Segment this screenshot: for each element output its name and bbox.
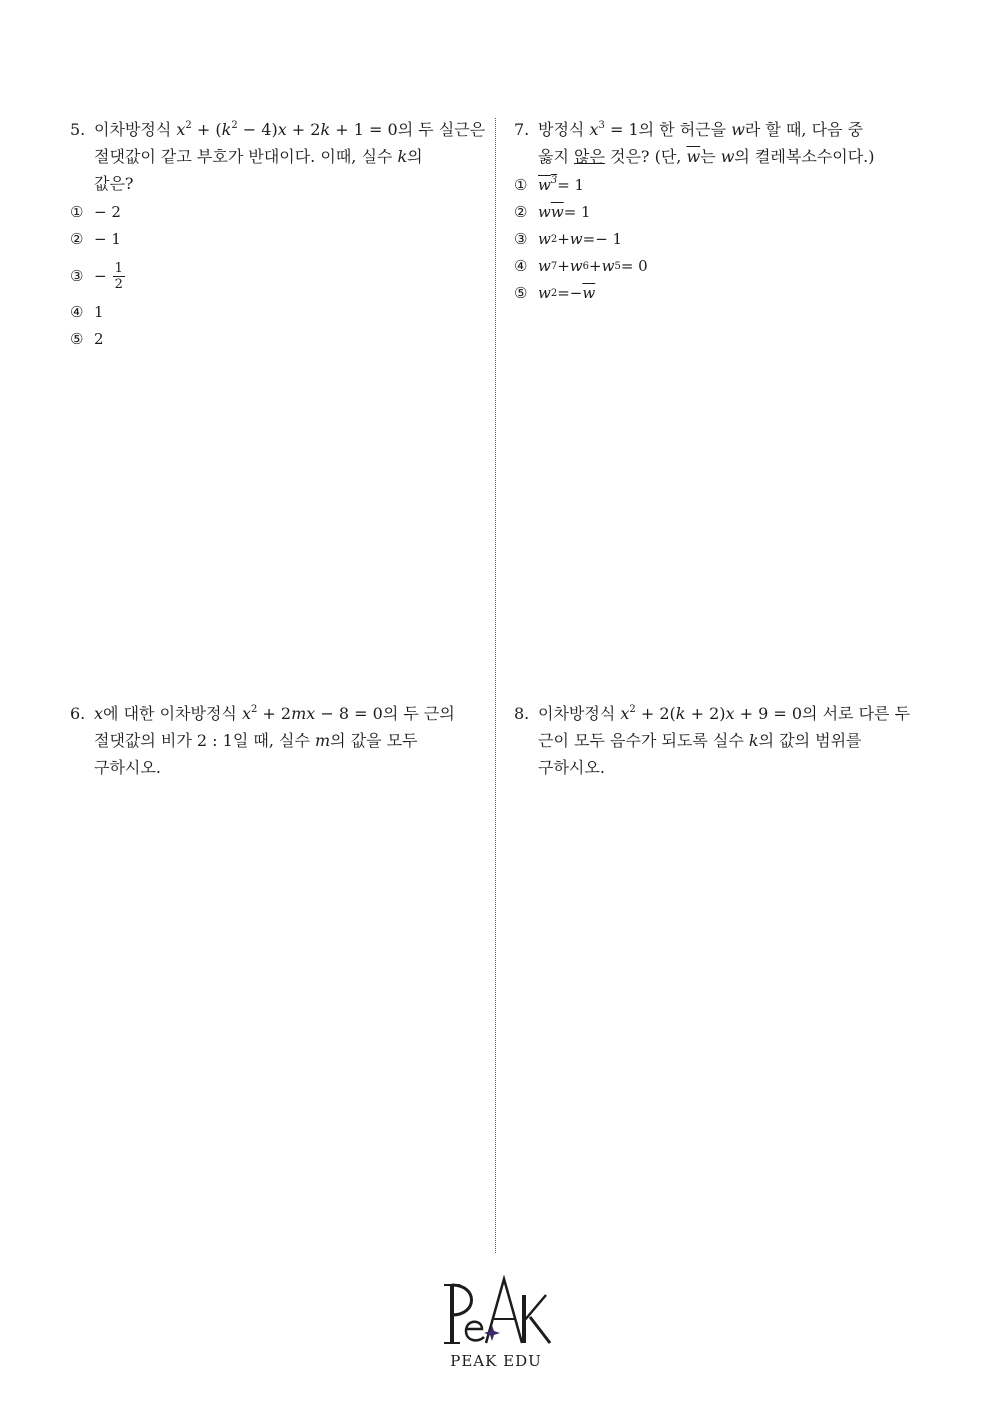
logo-text: PEAK EDU — [450, 1352, 542, 1370]
choice-2[interactable]: ② w $\overline{w}$ = 1 — [514, 203, 591, 221]
problem-text: 이차방정식 $x^2 + 2(k + 2)x + 9 = 0$의 서로 다른 두 — [538, 704, 911, 723]
choice-5[interactable]: ⑤ 2 — [70, 330, 104, 348]
choice-5[interactable]: ⑤ w 2 =− $\overline{w}$ — [514, 284, 596, 302]
problem-text-line: 구하시오. — [538, 758, 605, 777]
choice-2[interactable]: ② − 1 — [70, 230, 121, 248]
problem-text-line: 구하시오. — [94, 758, 161, 777]
problem-text-line: 값은? — [94, 174, 134, 193]
problem-8 — [514, 700, 914, 781]
problem-text-line: 옳지 않은 것은? (단, $\overline{w}$는 w의 켤레복소수이다.) — [538, 147, 875, 166]
problem-number: 6. — [70, 704, 86, 723]
problem-text: 이차방정식 $x^2 + (k^2 - 4)x + 2k + 1 = 0$의 두 실근은 — [94, 120, 486, 139]
problem-number: 8. — [514, 704, 530, 723]
problem-text-line: 절댓값의 비가 2 : 1일 때, 실수 m의 값을 모두 — [94, 731, 418, 750]
problem-text: 방정식 $x^3 = 1$의 한 허근을 w라 할 때, 다음 중 — [538, 120, 864, 139]
problem-5 — [70, 116, 486, 353]
fraction: $\frac{1}{2}$ — [114, 260, 123, 292]
choice-4[interactable]: ④ w 7 + w 6 + w 5 = 0 — [514, 257, 648, 275]
problem-number: 5. — [70, 120, 86, 139]
problem-7 — [514, 116, 914, 307]
problem-text-line: 근이 모두 음수가 되도록 실수 k의 값의 범위를 — [538, 731, 862, 750]
problem-text: x에 대한 이차방정식 $x^2 + 2mx - 8 = 0$의 두 근의 — [94, 704, 455, 723]
problem-text-line: 절댓값이 같고 부호가 반대이다. 이때, 실수 k의 — [94, 147, 423, 166]
choice-3[interactable]: ③ − $\frac{1}{2}$ — [70, 260, 123, 292]
column-divider — [495, 118, 496, 1253]
choice-list — [514, 172, 914, 307]
choice-list — [70, 199, 480, 353]
choice-3[interactable]: ③ w 2 + w =− 1 — [514, 230, 623, 248]
choice-1[interactable]: ① − 2 — [70, 203, 121, 221]
choice-1[interactable]: ① $w^3$ = 1 — [514, 175, 585, 194]
problem-number: 7. — [514, 120, 530, 139]
choice-4[interactable]: ④ 1 — [70, 303, 104, 321]
problem-6 — [70, 700, 480, 781]
